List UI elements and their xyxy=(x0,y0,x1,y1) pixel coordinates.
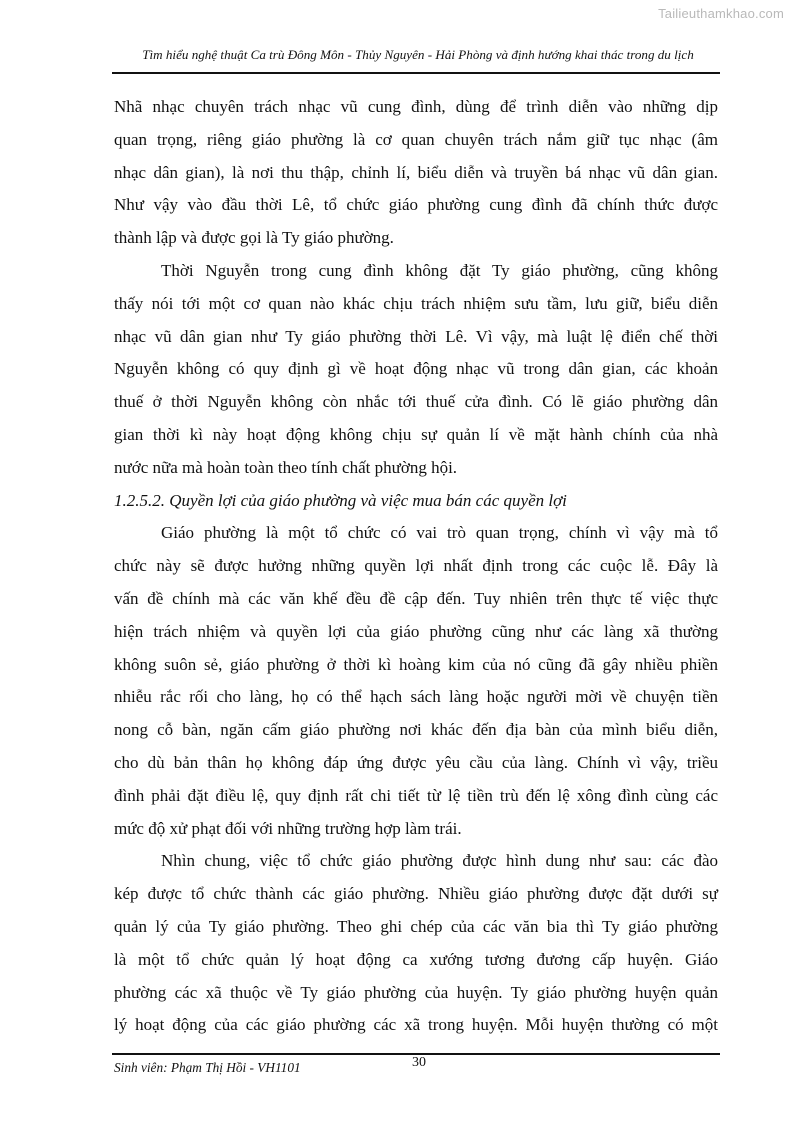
text-line: Giáo phường là một tổ chức có vai trò quan trọng, chính vì vậy mà tổ xyxy=(161,523,718,543)
text-line: quản lý của Ty giáo phường. Theo ghi chép của các văn bia thì Ty giáo phường xyxy=(114,916,718,936)
text-line: Nhã nhạc chuyên trách nhạc vũ cung đình, dùng để trình diễn vào những dịp xyxy=(114,97,718,116)
text-line: phường các xã thuộc về Ty giáo phường của huyện. Ty giáo phường huyện quản xyxy=(114,982,718,1002)
text-line: Nguyễn không có quy định gì về hoạt động nhạc vũ trong dân gian, các khoản xyxy=(114,359,718,379)
text-line: hiện trách nhiệm và quyền lợi của giáo phường cũng như các làng xã thường xyxy=(114,621,718,641)
text-line: kép được tổ chức thành các giáo phường. Nhiều giáo phường được đặt dưới sự xyxy=(114,884,718,904)
text-line: vấn đề chính mà các văn khế đều đề cập đến. Tuy nhiên trên thực tế việc thực xyxy=(114,588,718,608)
paragraph-2 xyxy=(114,255,718,485)
text-line: mức độ xử phạt đối với những trường hợp làm trái. xyxy=(114,818,462,838)
text-line: Nhìn chung, việc tổ chức giáo phường được hình dung như sau: các đào xyxy=(161,851,718,871)
text-line: nước nữa mà hoàn toàn theo tính chất phường hội. xyxy=(114,457,458,477)
text-line: cho dù bản thân họ không đáp ứng được yêu cầu của làng. Chính vì vậy, triều xyxy=(114,752,718,772)
paragraph-3 xyxy=(114,517,718,845)
running-header: Tìm hiểu nghệ thuật Ca trù Đông Môn - Thủy Nguyên - Hải Phòng và định hướng khai thác trong du lịch xyxy=(142,47,694,62)
text-line: thành lập và được gọi là Ty giáo phường. xyxy=(114,228,394,248)
paragraph-1 xyxy=(114,91,718,255)
text-line: là một tổ chức quản lý hoạt động ca xướng tương đương cấp huyện. Giáo xyxy=(114,949,718,969)
text-line: chức này sẽ được hưởng những quyền lợi nhất định trong các cuộc lễ. Đây là xyxy=(114,556,718,576)
text-line: đình phải đặt điều lệ, quy định rất chi tiết từ lệ tiền trù đến lệ xông đình cùng các xyxy=(114,785,718,805)
header-rule xyxy=(112,72,720,74)
watermark: Tailieuthamkhao.com xyxy=(658,6,784,21)
text-line: nhiễu rắc rối cho làng, họ có thể hạch sách làng hoặc người mời về chuyện tiền xyxy=(114,687,718,707)
text-line: nhạc vũ dân gian như Ty giáo phường thời Lê. Vì vậy, mà luật lệ điển chế thời xyxy=(114,326,718,346)
text-line: Như vậy vào đầu thời Lê, tổ chức giáo phường cung đình đã chính thức được xyxy=(114,195,718,215)
text-line: Thời Nguyễn trong cung đình không đặt Ty giáo phường, cũng không xyxy=(161,260,718,280)
page-body xyxy=(114,91,718,1042)
text-line: không suôn sẻ, giáo phường ở thời kì hoàng kim của nó cũng đã gây nhiều phiền xyxy=(114,654,718,674)
text-line: thấy nói tới một cơ quan nào khác chịu trách nhiệm sưu tầm, lưu giữ, biểu diễn xyxy=(114,293,718,313)
text-line: nhạc dân gian), là nơi thu thập, chỉnh lí, biểu diễn và truyền bá nhạc vũ dân gian. xyxy=(114,162,718,182)
text-line: gian thời kì này hoạt động không chịu sự quản lí về mặt hành chính của nhà xyxy=(114,424,718,444)
text-line: nong cỗ bàn, ngăn cấm giáo phường nơi khác đến địa bàn của mình biểu diễn, xyxy=(114,720,718,740)
section-heading: 1.2.5.2. Quyền lợi của giáo phường và việc mua bán các quyền lợi xyxy=(114,490,567,510)
text-line: thuế ở thời Nguyễn không còn nhắc tới thuế cửa đình. Có lẽ giáo phường dân xyxy=(114,392,718,412)
paragraph-4 xyxy=(114,845,718,1042)
text-line: quan trọng, riêng giáo phường là cơ quan chuyên trách nắm giữ tục nhạc (âm xyxy=(114,129,718,149)
footer-student: Sinh viên: Phạm Thị Hồi - VH1101 xyxy=(114,1060,301,1075)
text-line: lý hoạt động của các giáo phường các xã trong huyện. Mỗi huyện thường có một xyxy=(114,1015,718,1035)
page-number: 30 xyxy=(412,1055,426,1070)
